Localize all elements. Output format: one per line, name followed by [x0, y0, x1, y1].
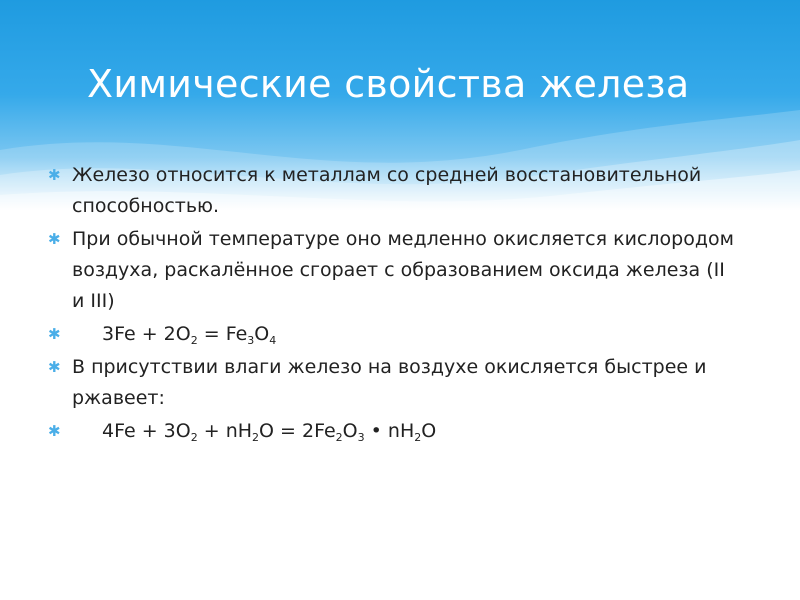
- equation-subscript: 3: [357, 431, 365, 444]
- bullet-text: При обычной температуре оно медленно окисляется кислородом воздуха, раскалённое сгорает с образованием оксида железа (II и III): [72, 228, 734, 312]
- equation-subscript: 2: [414, 431, 422, 444]
- equation-part: O: [254, 323, 270, 345]
- bullet-list: [48, 160, 738, 449]
- equation-subscript: 2: [252, 431, 260, 444]
- slide-title: Химические свойства железа: [87, 62, 690, 106]
- equation-part: O = 2Fe: [259, 420, 336, 442]
- bullet-item: [48, 319, 738, 350]
- bullet-star-icon: ✱: [48, 230, 61, 248]
- equation-subscript: 4: [269, 334, 277, 347]
- equation-part: O: [342, 420, 358, 442]
- bullet-item: [48, 160, 738, 222]
- equation-subscript: 2: [190, 334, 198, 347]
- chemical-equation: [72, 420, 436, 442]
- equation-subscript: 2: [190, 431, 198, 444]
- bullet-item: [48, 416, 738, 447]
- equation-subscript: 3: [247, 334, 255, 347]
- bullet-star-icon: ✱: [48, 358, 61, 376]
- equation-part: O: [421, 420, 437, 442]
- bullet-item: [48, 352, 738, 414]
- bullet-star-icon: ✱: [48, 325, 61, 343]
- chemical-equation: [72, 323, 276, 345]
- bullet-item: [48, 224, 738, 317]
- equation-part: • nH: [364, 420, 415, 442]
- equation-part: 4Fe + 3O: [102, 420, 191, 442]
- bullet-text: В присутствии влаги железо на воздухе окисляется быстрее и ржавеет:: [72, 356, 707, 409]
- equation-subscript: 2: [335, 431, 343, 444]
- bullet-star-icon: ✱: [48, 166, 61, 184]
- bullet-text: Железо относится к металлам со средней восстановительной способностью.: [72, 164, 702, 217]
- bullet-star-icon: ✱: [48, 422, 61, 440]
- equation-part: = Fe: [197, 323, 248, 345]
- equation-part: + nH: [197, 420, 253, 442]
- equation-part: 3Fe + 2O: [102, 323, 191, 345]
